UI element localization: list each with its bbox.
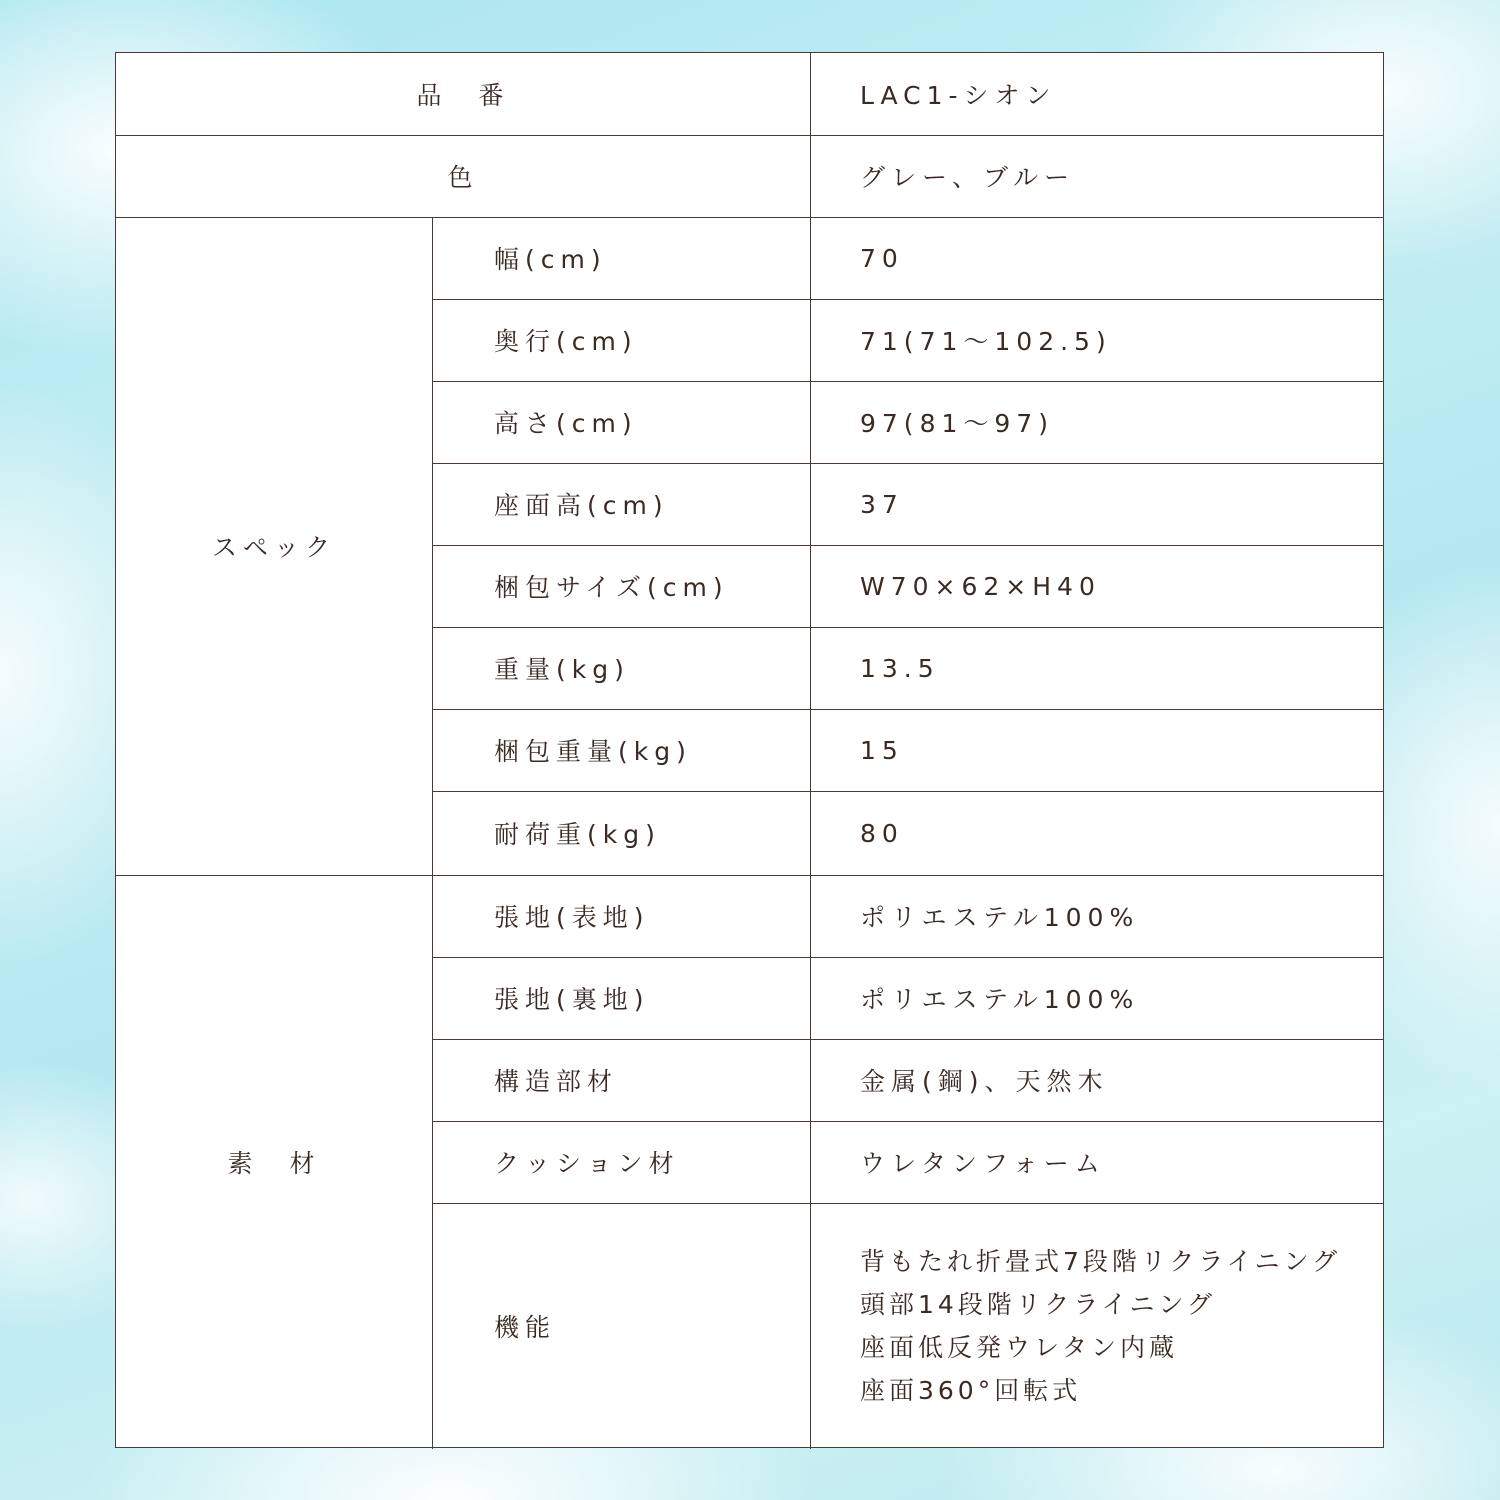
spec-value: 37: [860, 489, 904, 519]
row-divider: [432, 1203, 1384, 1204]
column-divider: [432, 217, 433, 1449]
row-divider: [432, 1121, 1384, 1122]
row-divider: [116, 135, 1384, 136]
function-line: 背もたれ折畳式7段階リクライニング: [860, 1247, 1342, 1276]
row-divider: [432, 791, 1384, 792]
spec-value: 71(71～102.5): [860, 327, 1112, 356]
spec-label: 高さ(cm): [494, 409, 638, 438]
material-label: 張地(表地): [494, 903, 650, 932]
material-value: 金属(鋼)、天然木: [860, 1067, 1109, 1096]
spec-value: W70×62×H40: [860, 571, 1101, 601]
row-divider: [116, 217, 1384, 218]
material-value: ウレタンフォーム: [860, 1149, 1106, 1178]
function-line: 座面低反発ウレタン内蔵: [860, 1333, 1179, 1362]
spec-value: 97(81～97): [860, 409, 1054, 438]
row-divider: [432, 709, 1384, 710]
spec-value: 70: [860, 243, 904, 273]
row-divider: [432, 463, 1384, 464]
row-divider: [116, 875, 1384, 876]
material-label: 構造部材: [494, 1067, 619, 1096]
model-label: 品 番: [416, 81, 510, 110]
function-line: 座面360°回転式: [860, 1376, 1082, 1405]
spec-label: 梱包サイズ(cm): [494, 573, 729, 602]
color-value: グレー、ブルー: [860, 163, 1076, 192]
color-label: 色: [447, 163, 479, 192]
spec-value: 15: [860, 735, 904, 765]
model-value: LAC1-シオン: [860, 81, 1057, 110]
function-label: 機能: [494, 1313, 557, 1342]
spec-label: 座面高(cm): [494, 491, 669, 520]
row-divider: [432, 957, 1384, 958]
spec-label: 幅(cm): [494, 245, 607, 274]
material-value: ポリエステル100%: [860, 985, 1140, 1014]
row-divider: [432, 1039, 1384, 1040]
material-group-label: 素 材: [227, 1149, 321, 1178]
spec-table: [115, 52, 1384, 1448]
material-label: クッション材: [494, 1149, 680, 1178]
row-divider: [432, 381, 1384, 382]
spec-group-label: スペック: [211, 533, 336, 562]
spec-value: 80: [860, 818, 904, 848]
spec-value: 13.5: [860, 653, 940, 683]
material-label: 張地(裏地): [494, 985, 650, 1014]
row-divider: [432, 627, 1384, 628]
column-divider: [810, 53, 811, 1449]
spec-label: 耐荷重(kg): [494, 820, 661, 849]
row-divider: [432, 545, 1384, 546]
function-line: 頭部14段階リクライニング: [860, 1290, 1217, 1319]
row-divider: [432, 299, 1384, 300]
function-value: [810, 1203, 1384, 1449]
spec-label: 重量(kg): [494, 655, 630, 684]
material-value: ポリエステル100%: [860, 903, 1140, 932]
spec-label: 梱包重量(kg): [494, 737, 692, 766]
spec-label: 奥行(cm): [494, 327, 638, 356]
